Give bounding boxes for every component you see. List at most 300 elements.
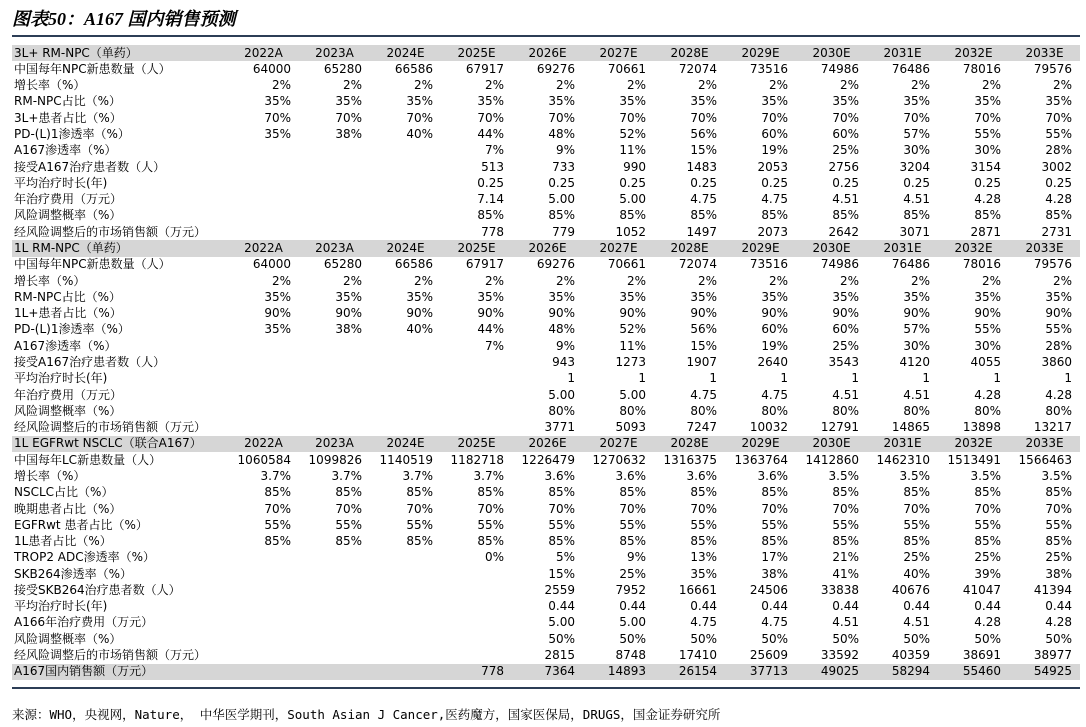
value-cell: 40359 [891, 648, 930, 663]
value-cell: 70% [477, 501, 504, 516]
value-cell: 35% [761, 289, 788, 304]
value-cell [370, 192, 441, 208]
value-cell: 4.51 [832, 192, 859, 207]
row-label: 接受A167治疗患者数（人） [14, 159, 166, 174]
value-cell [441, 403, 512, 419]
value-cell: 25% [1045, 550, 1072, 565]
value-cell: 2053 [757, 159, 788, 174]
value-cell: 1 [922, 371, 930, 386]
row-label: PD-(L)1渗透率（%） [14, 127, 130, 142]
value-cell [370, 566, 441, 582]
value-cell [299, 566, 370, 582]
value-cell: 3.6% [686, 468, 717, 483]
value-cell: 4.51 [832, 615, 859, 630]
value-cell: 2% [981, 273, 1001, 288]
value-cell: 38% [1045, 566, 1072, 581]
value-cell: 79576 [1033, 257, 1072, 272]
value-cell [299, 159, 370, 175]
value-cell: 778 [441, 664, 512, 680]
value-cell: 85% [264, 485, 291, 500]
year-header-cell: 2031E [867, 45, 938, 61]
value-cell: 3.5% [828, 468, 859, 483]
row-label: 晚期患者占比（%） [14, 501, 122, 516]
table-row [12, 517, 1080, 533]
value-cell: 70661 [607, 61, 646, 76]
value-cell: 15% [548, 566, 575, 581]
value-cell: 35% [761, 94, 788, 109]
value-cell [370, 143, 441, 159]
value-cell: 35% [264, 322, 291, 337]
value-cell: 4.28 [1045, 387, 1072, 402]
value-cell [299, 582, 370, 598]
row-label: 风险调整概率（%） [14, 208, 122, 223]
value-cell: 1 [567, 371, 575, 386]
value-cell: 85% [974, 208, 1001, 223]
value-cell: 2% [555, 78, 575, 93]
row-label: 平均治疗时长(年) [14, 175, 108, 190]
value-cell: 52% [619, 127, 646, 142]
row-label: 增长率（%） [14, 273, 86, 288]
table-row [12, 338, 1080, 354]
year-header-cell: 2022A [228, 436, 299, 452]
value-cell [299, 192, 370, 208]
year-header-cell: 2023A [299, 436, 370, 452]
row-label: 中国每年NPC新患数量（人） [14, 61, 171, 76]
table-row [12, 159, 1080, 175]
value-cell: 41394 [1033, 582, 1072, 597]
value-cell: 3.6% [757, 468, 788, 483]
value-cell: 1497 [686, 224, 717, 239]
value-cell: 37713 [725, 664, 796, 680]
value-cell [441, 354, 512, 370]
value-cell: 1566463 [1018, 452, 1072, 467]
value-cell: 3771 [544, 420, 575, 435]
value-cell: 2756 [828, 159, 859, 174]
value-cell: 35% [335, 289, 362, 304]
row-label: 接受SKB264治疗患者数（人） [14, 582, 181, 597]
value-cell: 35% [690, 566, 717, 581]
row-label: 接受A167治疗患者数（人） [14, 354, 166, 369]
value-cell: 85% [406, 534, 433, 549]
value-cell: 85% [832, 534, 859, 549]
value-cell [370, 631, 441, 647]
value-cell: 1140519 [379, 452, 433, 467]
value-cell: 85% [477, 534, 504, 549]
value-cell: 4.51 [903, 192, 930, 207]
value-cell: 72074 [678, 257, 717, 272]
value-cell [370, 664, 441, 680]
table-row [12, 615, 1080, 631]
value-cell: 513 [481, 159, 504, 174]
value-cell: 85% [548, 534, 575, 549]
value-cell: 74986 [820, 257, 859, 272]
value-cell: 33838 [820, 582, 859, 597]
value-cell: 73516 [749, 61, 788, 76]
value-cell: 35% [335, 94, 362, 109]
value-cell: 0.25 [477, 175, 504, 190]
value-cell: 15% [690, 143, 717, 158]
value-cell: 2642 [828, 224, 859, 239]
value-cell [370, 224, 441, 240]
year-header-cell: 2024E [370, 240, 441, 256]
value-cell: 85% [1045, 208, 1072, 223]
value-cell: 35% [548, 289, 575, 304]
value-cell: 35% [832, 289, 859, 304]
value-cell: 90% [974, 306, 1001, 321]
value-cell: 55% [761, 517, 788, 532]
value-cell: 0.44 [619, 599, 646, 614]
value-cell: 2731 [1041, 224, 1072, 239]
value-cell: 2% [910, 273, 930, 288]
table-row [12, 403, 1080, 419]
value-cell: 13898 [962, 420, 1001, 435]
value-cell: 85% [761, 534, 788, 549]
value-cell: 35% [974, 94, 1001, 109]
value-cell: 80% [548, 403, 575, 418]
value-cell: 2% [342, 273, 362, 288]
table-row [12, 599, 1080, 615]
value-cell: 60% [761, 127, 788, 142]
row-label: 中国每年LC新患数量（人） [14, 452, 162, 467]
source-note: 来源：WHO，央视网，Nature， 中华医学期刊，South Asian J Cancer,医药魔方，国家医保局，DRUGS，国金证券研究所 [12, 707, 721, 722]
value-cell: 3543 [828, 354, 859, 369]
value-cell: 90% [619, 306, 646, 321]
value-cell: 25% [832, 338, 859, 353]
value-cell: 1 [780, 371, 788, 386]
value-cell: 3.5% [899, 468, 930, 483]
value-cell: 40% [903, 566, 930, 581]
value-cell: 2% [839, 273, 859, 288]
year-header-cell: 2030E [796, 436, 867, 452]
value-cell: 50% [1045, 631, 1072, 646]
value-cell: 35% [477, 94, 504, 109]
value-cell: 2% [1052, 78, 1072, 93]
value-cell: 3.7% [473, 468, 504, 483]
table-row [12, 94, 1080, 110]
table-row [12, 61, 1080, 77]
value-cell: 3.5% [970, 468, 1001, 483]
value-cell: 90% [264, 306, 291, 321]
value-cell: 39% [974, 566, 1001, 581]
year-header-cell: 2027E [583, 240, 654, 256]
row-label: RM-NPC占比（%） [14, 289, 122, 304]
value-cell: 55% [974, 127, 1001, 142]
row-label: 1L患者占比（%） [14, 534, 112, 549]
value-cell: 85% [903, 534, 930, 549]
value-cell: 49025 [796, 664, 867, 680]
value-cell: 35% [1045, 94, 1072, 109]
value-cell: 10032 [749, 420, 788, 435]
value-cell [228, 208, 299, 224]
value-cell [370, 208, 441, 224]
value-cell: 85% [619, 534, 646, 549]
year-header-cell: 2033E [1009, 240, 1080, 256]
value-cell: 55% [1045, 517, 1072, 532]
table-row [12, 533, 1080, 549]
value-cell: 3.6% [544, 468, 575, 483]
forecast-table-container [12, 45, 1080, 680]
value-cell: 2% [839, 78, 859, 93]
value-cell: 35% [690, 289, 717, 304]
value-cell: 7952 [615, 582, 646, 597]
row-label: 平均治疗时长(年) [14, 371, 108, 386]
value-cell: 14865 [891, 420, 930, 435]
value-cell: 733 [552, 159, 575, 174]
value-cell [441, 566, 512, 582]
value-cell: 85% [619, 208, 646, 223]
value-cell: 60% [832, 127, 859, 142]
table-row [12, 257, 1080, 273]
value-cell: 55% [832, 517, 859, 532]
value-cell [299, 403, 370, 419]
value-cell: 25% [974, 550, 1001, 565]
value-cell: 13217 [1033, 420, 1072, 435]
value-cell: 1060584 [237, 452, 291, 467]
year-header-cell: 2022A [228, 45, 299, 61]
value-cell: 2% [484, 273, 504, 288]
table-row [12, 322, 1080, 338]
value-cell [299, 338, 370, 354]
value-cell: 3.5% [1041, 468, 1072, 483]
value-cell: 70% [477, 110, 504, 125]
value-cell: 85% [903, 485, 930, 500]
row-label: SKB264渗透率（%） [14, 566, 133, 581]
table-row [12, 371, 1080, 387]
value-cell: 0.44 [903, 599, 930, 614]
year-header-cell: 2032E [938, 436, 1009, 452]
value-cell: 3.7% [402, 468, 433, 483]
value-cell: 4.75 [761, 192, 788, 207]
value-cell: 69276 [536, 61, 575, 76]
value-cell: 25% [832, 143, 859, 158]
value-cell: 48% [548, 127, 575, 142]
value-cell: 35% [903, 94, 930, 109]
value-cell: 38% [335, 127, 362, 142]
value-cell: 1 [638, 371, 646, 386]
value-cell: 2559 [544, 582, 575, 597]
value-cell: 44% [477, 322, 504, 337]
year-header-cell: 2027E [583, 45, 654, 61]
value-cell: 25% [619, 566, 646, 581]
value-cell: 55% [477, 517, 504, 532]
year-header-cell: 2028E [654, 436, 725, 452]
value-cell: 943 [552, 354, 575, 369]
value-cell: 70% [1045, 110, 1072, 125]
value-cell: 70% [690, 110, 717, 125]
value-cell: 85% [761, 485, 788, 500]
year-header-cell: 2033E [1009, 45, 1080, 61]
value-cell: 0.25 [761, 175, 788, 190]
value-cell: 85% [1045, 485, 1072, 500]
value-cell: 70% [832, 110, 859, 125]
value-cell: 2% [768, 78, 788, 93]
year-header-cell: 2029E [725, 436, 796, 452]
value-cell: 79576 [1033, 61, 1072, 76]
value-cell: 90% [690, 306, 717, 321]
table-row [12, 647, 1080, 663]
value-cell: 1412860 [805, 452, 859, 467]
section-header-row [12, 240, 1080, 256]
value-cell: 25609 [749, 648, 788, 663]
value-cell: 2% [981, 78, 1001, 93]
value-cell: 72074 [678, 61, 717, 76]
table-row [12, 550, 1080, 566]
value-cell: 0.44 [548, 599, 575, 614]
value-cell: 44% [477, 127, 504, 142]
value-cell: 2% [626, 78, 646, 93]
value-cell: 64000 [252, 257, 291, 272]
row-label: 经风险调整后的市场销售额（万元） [14, 224, 207, 239]
value-cell [228, 582, 299, 598]
value-cell [228, 566, 299, 582]
value-cell [370, 582, 441, 598]
value-cell: 70% [832, 501, 859, 516]
year-header-cell: 2031E [867, 436, 938, 452]
value-cell [370, 159, 441, 175]
value-cell [370, 550, 441, 566]
value-cell: 7247 [686, 420, 717, 435]
value-cell [441, 419, 512, 435]
table-row [12, 289, 1080, 305]
value-cell [441, 631, 512, 647]
value-cell: 7% [484, 143, 504, 158]
forecast-table [12, 45, 1080, 680]
value-cell: 2% [626, 273, 646, 288]
value-cell: 2% [484, 78, 504, 93]
year-header-cell: 2023A [299, 240, 370, 256]
value-cell: 85% [761, 208, 788, 223]
value-cell: 90% [335, 306, 362, 321]
row-label: 年治疗费用（万元） [14, 192, 123, 207]
value-cell: 38691 [962, 648, 1001, 663]
table-row [12, 175, 1080, 191]
year-header-cell: 2030E [796, 45, 867, 61]
value-cell: 0% [484, 550, 504, 565]
value-cell: 50% [548, 631, 575, 646]
value-cell: 70% [1045, 501, 1072, 516]
section-header-row [12, 45, 1080, 61]
value-cell: 85% [1045, 534, 1072, 549]
year-header-cell: 2033E [1009, 436, 1080, 452]
value-cell: 0.25 [1045, 175, 1072, 190]
value-cell: 60% [832, 322, 859, 337]
table-row [12, 273, 1080, 289]
value-cell: 4120 [899, 354, 930, 369]
value-cell: 85% [548, 485, 575, 500]
value-cell [228, 192, 299, 208]
value-cell: 1226479 [521, 452, 575, 467]
value-cell: 1462310 [876, 452, 930, 467]
value-cell [228, 615, 299, 631]
value-cell: 55% [974, 322, 1001, 337]
value-cell: 55% [548, 517, 575, 532]
value-cell: 5093 [615, 420, 646, 435]
value-cell: 1 [993, 371, 1001, 386]
value-cell [299, 419, 370, 435]
year-header-cell: 2024E [370, 45, 441, 61]
value-cell: 779 [552, 224, 575, 239]
value-cell: 28% [1045, 143, 1072, 158]
value-cell: 1907 [686, 354, 717, 369]
value-cell: 4.75 [690, 387, 717, 402]
value-cell: 35% [406, 94, 433, 109]
value-cell [299, 599, 370, 615]
value-cell: 2% [555, 273, 575, 288]
value-cell: 33592 [820, 648, 859, 663]
value-cell [228, 599, 299, 615]
value-cell [299, 550, 370, 566]
table-row [12, 485, 1080, 501]
value-cell [228, 550, 299, 566]
value-cell: 78016 [962, 257, 1001, 272]
value-cell: 85% [974, 485, 1001, 500]
value-cell [299, 208, 370, 224]
year-header-cell: 2026E [512, 436, 583, 452]
value-cell: 11% [619, 338, 646, 353]
value-cell: 55% [406, 517, 433, 532]
value-cell [441, 599, 512, 615]
value-cell: 80% [690, 403, 717, 418]
value-cell: 1 [709, 371, 717, 386]
value-cell: 1273 [615, 354, 646, 369]
value-cell: 3.7% [331, 468, 362, 483]
year-header-cell: 2025E [441, 240, 512, 256]
value-cell: 4.28 [974, 192, 1001, 207]
value-cell: 4.51 [903, 615, 930, 630]
value-cell: 0.44 [1045, 599, 1072, 614]
value-cell: 2% [697, 78, 717, 93]
value-cell: 19% [761, 143, 788, 158]
table-row [12, 387, 1080, 403]
value-cell: 2% [910, 78, 930, 93]
value-cell [299, 175, 370, 191]
value-cell: 0.25 [619, 175, 646, 190]
year-header-cell: 2029E [725, 45, 796, 61]
value-cell [299, 143, 370, 159]
value-cell: 60% [761, 322, 788, 337]
value-cell: 2% [271, 273, 291, 288]
row-label: PD-(L)1渗透率（%） [14, 322, 130, 337]
row-label: 增长率（%） [14, 78, 86, 93]
value-cell: 17410 [678, 648, 717, 663]
value-cell: 38977 [1033, 648, 1072, 663]
value-cell: 66586 [394, 257, 433, 272]
value-cell: 80% [761, 403, 788, 418]
year-header-cell: 2028E [654, 240, 725, 256]
value-cell: 58294 [867, 664, 938, 680]
value-cell: 90% [832, 306, 859, 321]
value-cell: 1 [851, 371, 859, 386]
value-cell: 3.6% [615, 468, 646, 483]
value-cell: 0.25 [974, 175, 1001, 190]
value-cell: 1363764 [734, 452, 788, 467]
value-cell: 30% [903, 338, 930, 353]
value-cell: 3860 [1041, 354, 1072, 369]
table-row [12, 110, 1080, 126]
value-cell: 90% [548, 306, 575, 321]
value-cell: 90% [903, 306, 930, 321]
value-cell [299, 224, 370, 240]
value-cell: 85% [974, 534, 1001, 549]
value-cell: 2073 [757, 224, 788, 239]
value-cell: 5.00 [548, 615, 575, 630]
figure-title: 图表50：A167 国内销售预测 [12, 9, 236, 29]
value-cell: 1316375 [663, 452, 717, 467]
value-cell: 70% [974, 110, 1001, 125]
value-cell [299, 354, 370, 370]
value-cell: 85% [335, 485, 362, 500]
value-cell: 90% [477, 306, 504, 321]
